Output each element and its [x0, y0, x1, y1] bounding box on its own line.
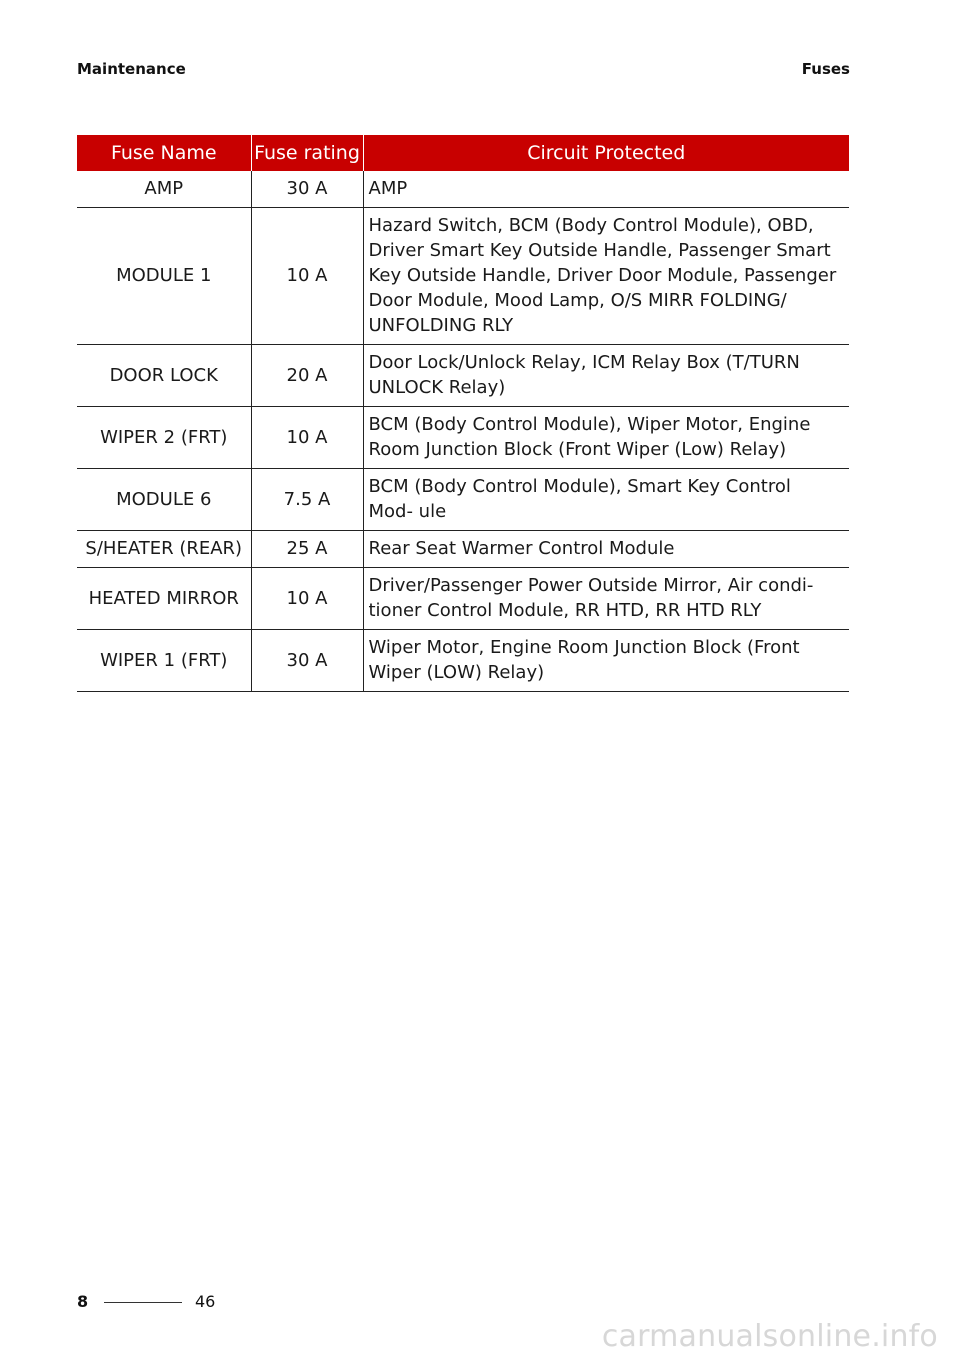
fuse-table	[77, 135, 849, 692]
fuse-rating-cell: 25 A	[251, 531, 363, 568]
table-row	[77, 630, 849, 692]
fuse-rating-cell: 20 A	[251, 345, 363, 407]
column-header-fuse-name: Fuse Name	[77, 135, 251, 171]
fuse-name-cell: HEATED MIRROR	[77, 568, 251, 630]
circuit-protected-cell: BCM (Body Control Module), Wiper Motor, Engine Room Junction Block (Front Wiper (Low) Relay)	[363, 407, 849, 469]
fuse-name-cell: DOOR LOCK	[77, 345, 251, 407]
circuit-protected-cell: Wiper Motor, Engine Room Junction Block (Front Wiper (LOW) Relay)	[363, 630, 849, 692]
fuse-rating-cell: 7.5 A	[251, 469, 363, 531]
table-row	[77, 568, 849, 630]
table-row	[77, 345, 849, 407]
fuse-name-cell: MODULE 6	[77, 469, 251, 531]
footer-divider	[104, 1302, 182, 1303]
fuse-name-cell: AMP	[77, 171, 251, 208]
running-header-section: Maintenance	[77, 60, 186, 78]
footer-page-number: 46	[195, 1292, 216, 1311]
watermark-text: carmanualsonline.info	[601, 1319, 938, 1354]
table-row	[77, 469, 849, 531]
circuit-protected-cell: BCM (Body Control Module), Smart Key Control Mod- ule	[363, 469, 849, 531]
circuit-protected-cell: Door Lock/Unlock Relay, ICM Relay Box (T/TURN UNLOCK Relay)	[363, 345, 849, 407]
table-row	[77, 208, 849, 345]
column-header-fuse-rating: Fuse rating	[251, 135, 363, 171]
fuse-rating-cell: 10 A	[251, 568, 363, 630]
fuse-name-cell: S/HEATER (REAR)	[77, 531, 251, 568]
fuse-name-cell: WIPER 1 (FRT)	[77, 630, 251, 692]
circuit-protected-cell: Rear Seat Warmer Control Module	[363, 531, 849, 568]
running-header-topic: Fuses	[801, 60, 850, 78]
table-row	[77, 171, 849, 208]
circuit-protected-cell: Hazard Switch, BCM (Body Control Module), OBD, Driver Smart Key Outside Handle, Passenger Smart Key Outside Handle, Driver Door Module, Passenger Door Module, Mood Lamp, O/S MIRR FOLDING/ UNFOLDING RLY	[363, 208, 849, 345]
column-header-circuit-protected: Circuit Protected	[363, 135, 849, 171]
fuse-name-cell: WIPER 2 (FRT)	[77, 407, 251, 469]
fuse-name-cell: MODULE 1	[77, 208, 251, 345]
fuse-rating-cell: 30 A	[251, 171, 363, 208]
fuse-rating-cell: 30 A	[251, 630, 363, 692]
table-row	[77, 407, 849, 469]
fuse-rating-cell: 10 A	[251, 208, 363, 345]
circuit-protected-cell: Driver/Passenger Power Outside Mirror, Air condi- tioner Control Module, RR HTD, RR HTD RLY	[363, 568, 849, 630]
table-header-row	[77, 135, 849, 171]
fuse-rating-cell: 10 A	[251, 407, 363, 469]
table-row	[77, 531, 849, 568]
footer-chapter-number: 8	[77, 1292, 89, 1311]
circuit-protected-cell: AMP	[363, 171, 849, 208]
